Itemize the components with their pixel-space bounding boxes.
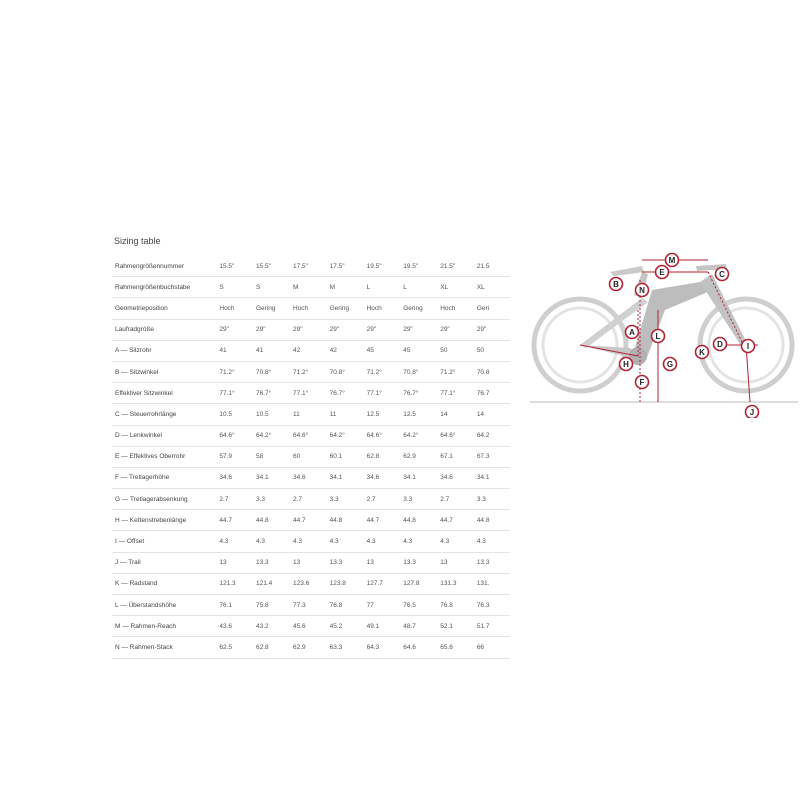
- table-cell: 44.8: [400, 510, 437, 531]
- badge-l: [652, 330, 665, 343]
- svg-text:D: D: [717, 339, 723, 349]
- table-row: [112, 277, 510, 298]
- table-cell: 12.5: [400, 404, 437, 425]
- row-label: Effektiver Sitzwinkel: [112, 383, 216, 404]
- row-label: H — Kettenstrebenlänge: [112, 510, 216, 531]
- table-cell: 13.3: [474, 552, 510, 573]
- table-cell: M: [327, 277, 364, 298]
- table-row: [112, 404, 510, 425]
- table-cell: 76.7°: [327, 383, 364, 404]
- table-cell: 70.8: [474, 361, 510, 382]
- badge-c: [716, 268, 729, 281]
- table-cell: 70.8°: [400, 361, 437, 382]
- table-cell: 57.9: [216, 446, 253, 467]
- svg-text:K: K: [699, 347, 705, 357]
- fork: [700, 274, 748, 347]
- svg-text:E: E: [659, 267, 665, 277]
- table-cell: Gering: [400, 298, 437, 319]
- table-cell: 45.6: [290, 616, 327, 637]
- table-cell: Gering: [253, 298, 290, 319]
- table-cell: 4.3: [474, 531, 510, 552]
- table-cell: 2.7: [216, 489, 253, 510]
- row-label: M — Rahmen-Reach: [112, 616, 216, 637]
- svg-text:J: J: [749, 407, 755, 417]
- badge-j: [746, 406, 759, 419]
- row-label: Laufradgröße: [112, 319, 216, 340]
- table-row: [112, 616, 510, 637]
- table-cell: 21.5: [474, 256, 510, 277]
- table-cell: 70.8°: [253, 361, 290, 382]
- table-cell: L: [364, 277, 401, 298]
- table-row: [112, 361, 510, 382]
- table-cell: 77.1°: [216, 383, 253, 404]
- table-row: [112, 637, 510, 658]
- badge-i: [742, 340, 755, 353]
- table-cell: 34.1: [253, 467, 290, 488]
- table-cell: 34.1: [327, 467, 364, 488]
- table-cell: 2.7: [364, 489, 401, 510]
- badge-n: [636, 284, 649, 297]
- badge-e: [656, 266, 669, 279]
- row-label: Geometrieposition: [112, 298, 216, 319]
- table-cell: 71.2°: [364, 361, 401, 382]
- table-cell: 2.7: [290, 489, 327, 510]
- table-cell: 76.8: [327, 595, 364, 616]
- geometry-table-wrapper: [112, 256, 510, 659]
- table-cell: 64.2°: [327, 425, 364, 446]
- table-cell: 64.6°: [290, 425, 327, 446]
- table-row: [112, 319, 510, 340]
- table-cell: 127.7: [364, 573, 401, 594]
- badge-h: [620, 358, 633, 371]
- table-cell: 50: [474, 340, 510, 361]
- table-cell: 76.3: [474, 595, 510, 616]
- table-cell: 17.5": [290, 256, 327, 277]
- table-cell: 67.3: [474, 446, 510, 467]
- row-label: D — Lenkwinkel: [112, 425, 216, 446]
- table-row: [112, 425, 510, 446]
- geometry-table: [112, 256, 510, 659]
- table-cell: 14: [437, 404, 474, 425]
- table-cell: 43.2: [253, 616, 290, 637]
- geometry-table-body: [112, 256, 510, 658]
- table-cell: 50: [437, 340, 474, 361]
- table-cell: 44.7: [437, 510, 474, 531]
- badge-f: [636, 376, 649, 389]
- table-cell: 44.7: [290, 510, 327, 531]
- table-cell: 62.8: [253, 637, 290, 658]
- table-cell: 49.1: [364, 616, 401, 637]
- table-cell: 77.1°: [290, 383, 327, 404]
- row-label: F — Tretlagerhöhe: [112, 467, 216, 488]
- table-cell: Gering: [327, 298, 364, 319]
- table-cell: 76.5: [400, 595, 437, 616]
- table-cell: 64.6°: [437, 425, 474, 446]
- table-cell: 123.6: [290, 573, 327, 594]
- row-label: Rahmengrößenbuchstabe: [112, 277, 216, 298]
- table-cell: 13: [290, 552, 327, 573]
- table-cell: 19.5": [400, 256, 437, 277]
- table-cell: 42: [327, 340, 364, 361]
- badge-b: [610, 278, 623, 291]
- table-row: [112, 298, 510, 319]
- table-cell: XL: [437, 277, 474, 298]
- table-cell: 71.2°: [290, 361, 327, 382]
- table-cell: 62.9: [400, 446, 437, 467]
- table-cell: 71.2°: [437, 361, 474, 382]
- table-cell: 43.6: [216, 616, 253, 637]
- table-cell: 34.6: [364, 467, 401, 488]
- table-cell: Hoch: [437, 298, 474, 319]
- table-cell: 123.8: [327, 573, 364, 594]
- table-cell: 29": [290, 319, 327, 340]
- table-cell: 4.3: [400, 531, 437, 552]
- table-cell: 34.1: [474, 467, 510, 488]
- table-cell: 77.3: [290, 595, 327, 616]
- table-cell: 76.7°: [253, 383, 290, 404]
- table-cell: 77.1°: [364, 383, 401, 404]
- row-label: C — Steuerrohrlänge: [112, 404, 216, 425]
- table-cell: 66: [474, 637, 510, 658]
- table-cell: 29": [474, 319, 510, 340]
- table-cell: 63.3: [327, 637, 364, 658]
- table-cell: 64.3: [364, 637, 401, 658]
- table-cell: 3.3: [400, 489, 437, 510]
- table-row: [112, 340, 510, 361]
- table-cell: 4.3: [437, 531, 474, 552]
- table-cell: 13.3: [253, 552, 290, 573]
- svg-text:L: L: [655, 331, 661, 341]
- table-row: [112, 573, 510, 594]
- table-cell: 13: [437, 552, 474, 573]
- row-label: G — Tretlagerabsenkung: [112, 489, 216, 510]
- table-cell: 10.5: [216, 404, 253, 425]
- table-cell: 131.: [474, 573, 510, 594]
- table-cell: 44.8: [327, 510, 364, 531]
- table-cell: 12.5: [364, 404, 401, 425]
- svg-text:A: A: [629, 327, 635, 337]
- badge-a: [626, 326, 639, 339]
- table-cell: 2.7: [437, 489, 474, 510]
- table-cell: 76.7: [474, 383, 510, 404]
- table-cell: 29": [253, 319, 290, 340]
- table-cell: L: [400, 277, 437, 298]
- table-cell: 15.5": [253, 256, 290, 277]
- table-cell: Hoch: [364, 298, 401, 319]
- table-cell: XL: [474, 277, 510, 298]
- table-cell: 77: [364, 595, 401, 616]
- badge-d: [714, 338, 727, 351]
- row-label: A — Sitzrohr: [112, 340, 216, 361]
- svg-text:B: B: [613, 279, 619, 289]
- row-label: B — Sitzwinkel: [112, 361, 216, 382]
- table-cell: S: [253, 277, 290, 298]
- table-cell: Hoch: [216, 298, 253, 319]
- table-cell: 127.8: [400, 573, 437, 594]
- table-cell: 42: [290, 340, 327, 361]
- table-cell: 48.7: [400, 616, 437, 637]
- table-cell: 44.7: [216, 510, 253, 531]
- table-cell: S: [216, 277, 253, 298]
- row-label: L — Überstandshöhe: [112, 595, 216, 616]
- table-cell: 75.6: [253, 595, 290, 616]
- table-cell: Hoch: [290, 298, 327, 319]
- table-cell: 62.8: [364, 446, 401, 467]
- svg-text:M: M: [668, 255, 676, 265]
- table-cell: 19.5": [364, 256, 401, 277]
- table-cell: 64.2°: [400, 425, 437, 446]
- table-cell: 76.1: [216, 595, 253, 616]
- table-row: [112, 552, 510, 573]
- row-label: K — Radstand: [112, 573, 216, 594]
- table-cell: 3.3: [327, 489, 364, 510]
- table-cell: 3.3: [474, 489, 510, 510]
- table-cell: 34.6: [290, 467, 327, 488]
- table-cell: 29": [437, 319, 474, 340]
- table-cell: 13: [216, 552, 253, 573]
- table-cell: 51.7: [474, 616, 510, 637]
- table-cell: 70.8°: [327, 361, 364, 382]
- table-cell: 62.9: [290, 637, 327, 658]
- table-row: [112, 383, 510, 404]
- table-cell: 76.8: [437, 595, 474, 616]
- table-cell: 4.3: [364, 531, 401, 552]
- table-cell: 15.5": [216, 256, 253, 277]
- svg-text:H: H: [623, 359, 629, 369]
- table-cell: 4.3: [290, 531, 327, 552]
- table-cell: Geri: [474, 298, 510, 319]
- table-row: [112, 531, 510, 552]
- table-cell: 64.6°: [216, 425, 253, 446]
- table-cell: 60.1: [327, 446, 364, 467]
- row-label: I — Offset: [112, 531, 216, 552]
- badge-g: [664, 358, 677, 371]
- table-cell: 45: [364, 340, 401, 361]
- table-cell: 65.6: [437, 637, 474, 658]
- badge-k: [696, 346, 709, 359]
- row-label: E — Effektives Oberrohr: [112, 446, 216, 467]
- table-cell: 131.3: [437, 573, 474, 594]
- table-cell: 44.8: [253, 510, 290, 531]
- table-cell: 29": [364, 319, 401, 340]
- table-cell: 67.1: [437, 446, 474, 467]
- table-cell: 11: [327, 404, 364, 425]
- table-cell: 4.3: [327, 531, 364, 552]
- sizing-table-title: Sizing table: [114, 236, 161, 246]
- table-cell: 4.3: [253, 531, 290, 552]
- svg-text:G: G: [666, 359, 674, 369]
- table-row: [112, 467, 510, 488]
- table-cell: 4.3: [216, 531, 253, 552]
- badge-m: [666, 254, 679, 267]
- table-cell: 29": [327, 319, 364, 340]
- table-cell: 21.5": [437, 256, 474, 277]
- table-cell: 44.8: [474, 510, 510, 531]
- table-cell: 58: [253, 446, 290, 467]
- table-cell: 34.1: [400, 467, 437, 488]
- row-label: N — Rahmen-Stack: [112, 637, 216, 658]
- table-cell: 34.6: [437, 467, 474, 488]
- svg-text:F: F: [639, 377, 645, 387]
- table-row: [112, 256, 510, 277]
- table-cell: 76.7°: [400, 383, 437, 404]
- table-cell: 60: [290, 446, 327, 467]
- svg-text:C: C: [719, 269, 725, 279]
- table-cell: 13: [364, 552, 401, 573]
- table-cell: 11: [290, 404, 327, 425]
- table-cell: 13.3: [327, 552, 364, 573]
- row-label: J — Trail: [112, 552, 216, 573]
- table-cell: 64.6: [400, 637, 437, 658]
- table-cell: 64.2°: [253, 425, 290, 446]
- table-row: [112, 489, 510, 510]
- table-cell: 52.1: [437, 616, 474, 637]
- table-cell: 29": [400, 319, 437, 340]
- table-cell: 121.3: [216, 573, 253, 594]
- table-row: [112, 446, 510, 467]
- table-cell: 45.2: [327, 616, 364, 637]
- table-cell: 45: [400, 340, 437, 361]
- table-cell: 64.6°: [364, 425, 401, 446]
- table-cell: 62.5: [216, 637, 253, 658]
- table-cell: 34.6: [216, 467, 253, 488]
- table-cell: 41: [253, 340, 290, 361]
- table-cell: 71.2°: [216, 361, 253, 382]
- table-row: [112, 595, 510, 616]
- svg-text:N: N: [639, 285, 645, 295]
- svg-text:I: I: [746, 341, 750, 351]
- table-cell: 29": [216, 319, 253, 340]
- table-cell: 17.5": [327, 256, 364, 277]
- table-cell: 10.5: [253, 404, 290, 425]
- row-label: Rahmengrößennummer: [112, 256, 216, 277]
- table-cell: 77.1°: [437, 383, 474, 404]
- table-cell: 14: [474, 404, 510, 425]
- table-cell: 3.3: [253, 489, 290, 510]
- table-cell: M: [290, 277, 327, 298]
- table-cell: 41: [216, 340, 253, 361]
- saddle: [610, 266, 644, 276]
- table-cell: 44.7: [364, 510, 401, 531]
- table-cell: 64.2: [474, 425, 510, 446]
- table-row: [112, 510, 510, 531]
- table-cell: 13.3: [400, 552, 437, 573]
- bike-geometry-diagram: [530, 250, 798, 418]
- table-cell: 121.4: [253, 573, 290, 594]
